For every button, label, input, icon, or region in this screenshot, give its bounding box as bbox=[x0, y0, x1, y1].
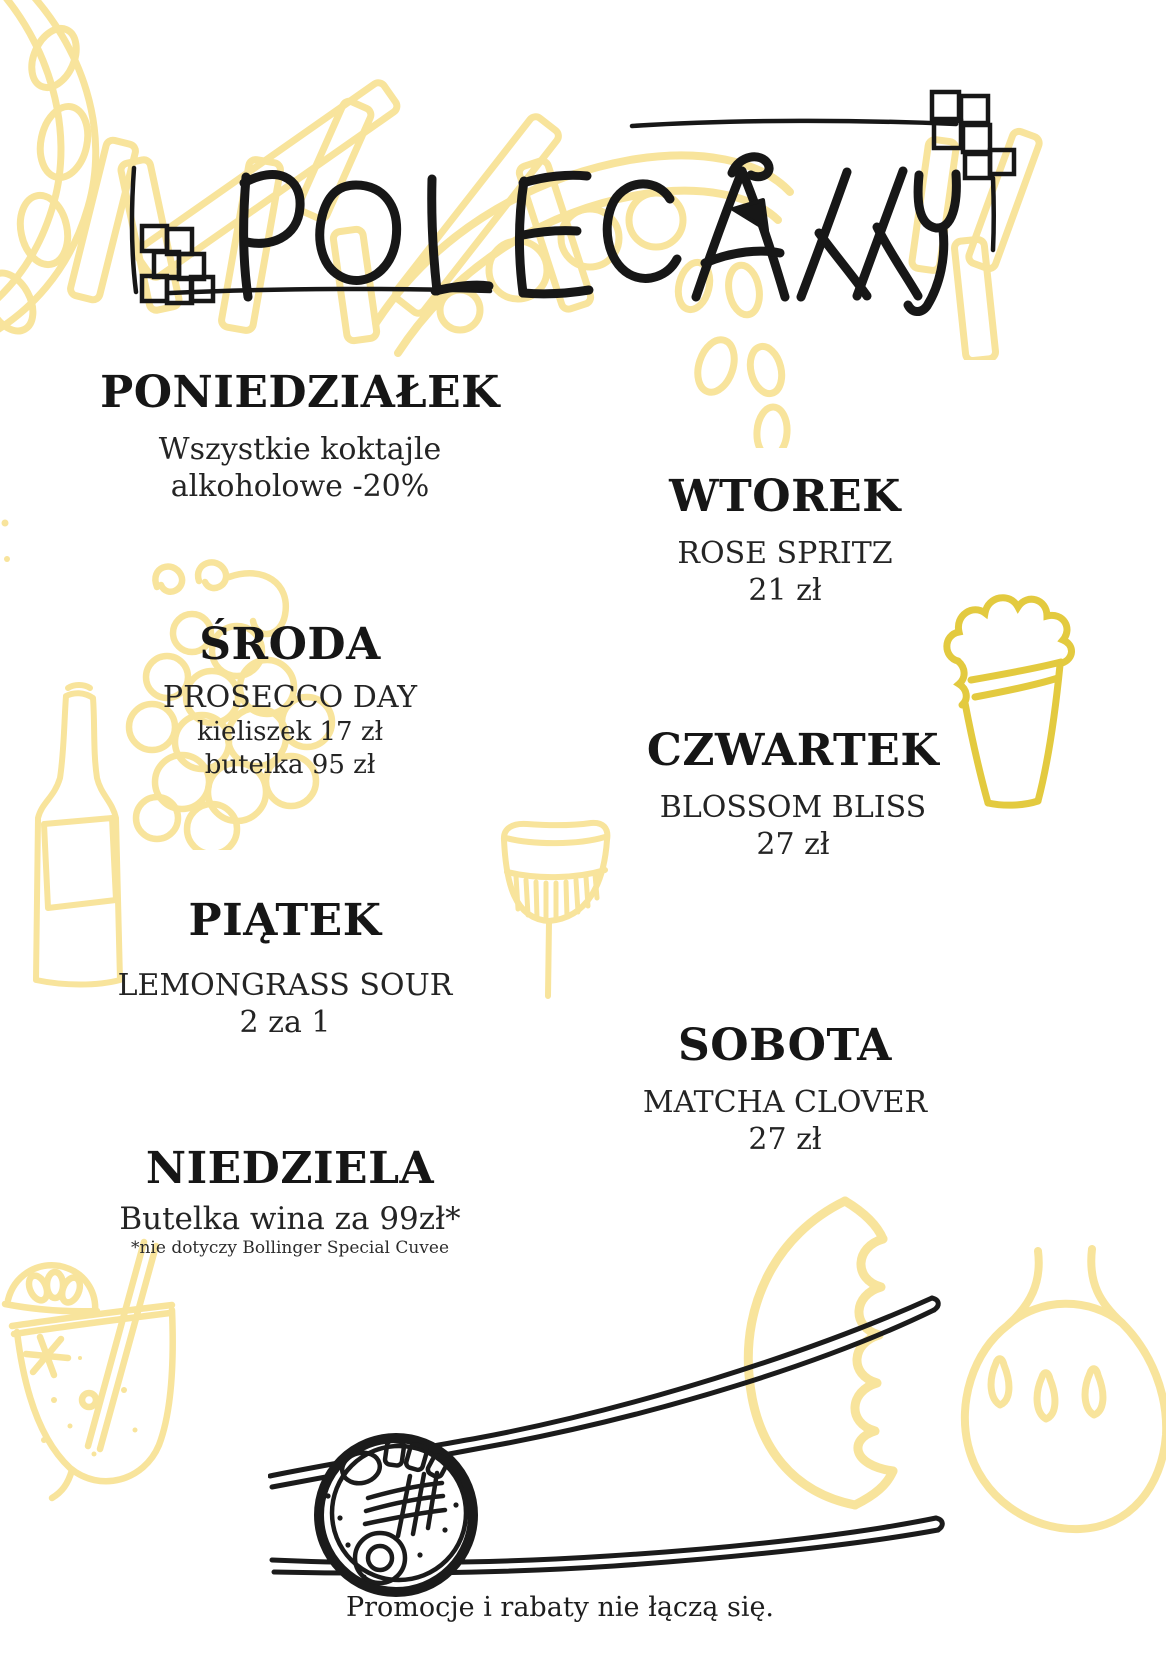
day-section-niedziela bbox=[90, 1143, 490, 1259]
page-title bbox=[218, 145, 963, 330]
day-section-wtorek bbox=[585, 471, 985, 609]
day-section-czwartek bbox=[593, 725, 993, 863]
promo-line: Wszystkie koktajle bbox=[158, 431, 442, 467]
day-section-piatek bbox=[85, 895, 485, 1041]
chopsticks-sushi-roll-icon bbox=[268, 1268, 950, 1603]
day-section-sobota bbox=[585, 1020, 985, 1158]
onion-icon bbox=[958, 1243, 1166, 1538]
promo-price: butelka 95 zł bbox=[204, 749, 376, 780]
day-name: SOBOTA bbox=[678, 1020, 892, 1071]
promo-price: 27 zł bbox=[756, 826, 830, 862]
promo-line: MATCHA CLOVER bbox=[642, 1084, 928, 1120]
promo-line: alkoholowe -20% bbox=[170, 468, 430, 504]
day-name: NIEDZIELA bbox=[145, 1143, 435, 1194]
footer-note: Promocje i rabaty nie łączą się. bbox=[345, 1592, 775, 1623]
day-name: PONIEDZIAŁEK bbox=[100, 367, 500, 418]
promo-line: PROSECCO DAY bbox=[162, 679, 418, 715]
day-name: PIĄTEK bbox=[188, 895, 382, 946]
promo-footnote: *nie dotyczy Bollinger Special Cuvee bbox=[130, 1237, 450, 1258]
day-name: WTOREK bbox=[669, 471, 901, 522]
promo-price: kieliszek 17 zł bbox=[196, 716, 383, 747]
promo-line: ROSE SPRITZ bbox=[677, 535, 893, 571]
promo-line: LEMONGRASS SOUR bbox=[117, 967, 453, 1003]
promo-price: 2 za 1 bbox=[239, 1004, 331, 1040]
day-name: ŚRODA bbox=[199, 619, 381, 670]
day-name: CZWARTEK bbox=[646, 725, 940, 776]
day-section-poniedzialek bbox=[80, 367, 520, 505]
cocktail-glass-icon bbox=[0, 1238, 197, 1503]
promo-price: 27 zł bbox=[748, 1121, 822, 1157]
polecamy-handwritten-title-icon bbox=[218, 145, 963, 330]
gyoza-dumpling-icon bbox=[733, 1193, 928, 1518]
promo-line: Butelka wina za 99zł* bbox=[119, 1200, 461, 1237]
paint-dots-icon bbox=[0, 515, 14, 575]
promo-line: BLOSSOM BLISS bbox=[659, 789, 927, 825]
promo-price: 21 zł bbox=[748, 572, 822, 608]
day-section-sroda bbox=[90, 619, 490, 782]
